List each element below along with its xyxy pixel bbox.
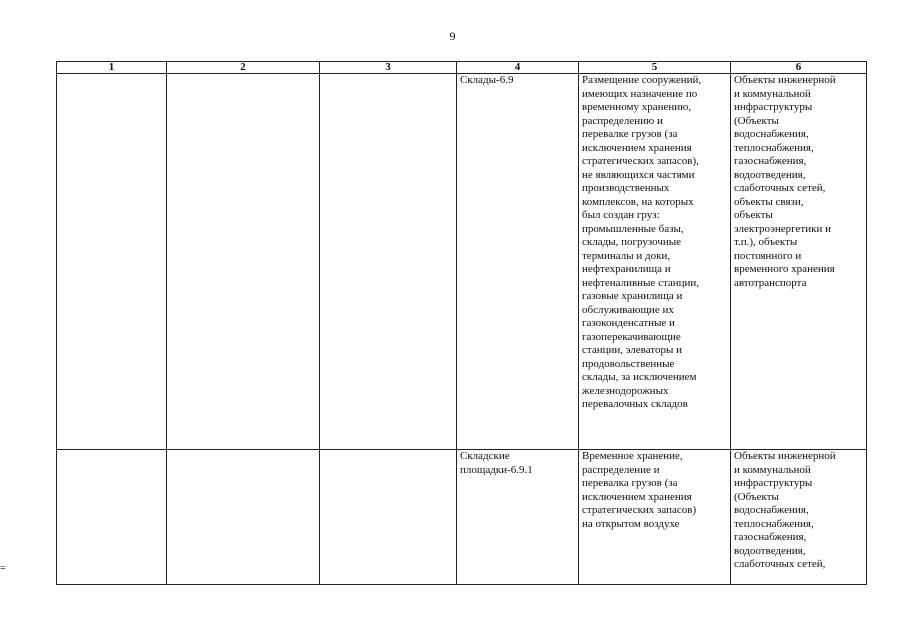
column-header-5: 5 [579, 62, 731, 74]
empty-cell [167, 450, 320, 585]
empty-cell [167, 74, 320, 450]
empty-cell [57, 74, 167, 450]
use-type-cell: Складские площадки-6.9.1 [457, 450, 579, 585]
table-row [57, 74, 867, 450]
column-header-6: 6 [731, 62, 867, 74]
column-header-1: 1 [57, 62, 167, 74]
use-description-cell: Размещение сооружений, имеющих назначение по временному хранению, распределению и перевалке грузов (за исключением хранения стратегических запасов), не являющихся частями производственных комплексов, на которых был создан груз: промышленные базы, склады, погрузочные терминалы и доки, нефтехранилища и нефтеналивные станции, газовые хранилища и обслуживающие их газоконденсатные и газоперекачивающие станции, элеваторы и продовольственные склады, за исключением железнодорожных перевалочных складов [579, 74, 731, 450]
table-header-row [57, 62, 867, 74]
empty-cell [57, 450, 167, 585]
empty-cell [320, 74, 457, 450]
permitted-use-table [56, 61, 867, 585]
table-row [57, 450, 867, 585]
margin-mark: = [0, 563, 6, 574]
column-header-3: 3 [320, 62, 457, 74]
column-header-4: 4 [457, 62, 579, 74]
page-number: 9 [449, 29, 456, 43]
column-header-2: 2 [167, 62, 320, 74]
empty-cell [320, 450, 457, 585]
use-description-cell: Временное хранение, распределение и перевалка грузов (за исключением хранения стратегических запасов) на открытом воздухе [579, 450, 731, 585]
auxiliary-use-cell: Объекты инженерной и коммунальной инфраструктуры (Объекты водоснабжения, теплоснабжения, газоснабжения, водоотведения, слаботочных сетей, [731, 450, 867, 585]
auxiliary-use-cell: Объекты инженерной и коммунальной инфраструктуры (Объекты водоснабжения, теплоснабжения, газоснабжения, водоотведения, слаботочных сетей, объекты связи, объекты электроэнергетики и т.п.), объекты постоянного и временного хранения автотранспорта [731, 74, 867, 450]
use-type-cell: Склады-6.9 [457, 74, 579, 450]
